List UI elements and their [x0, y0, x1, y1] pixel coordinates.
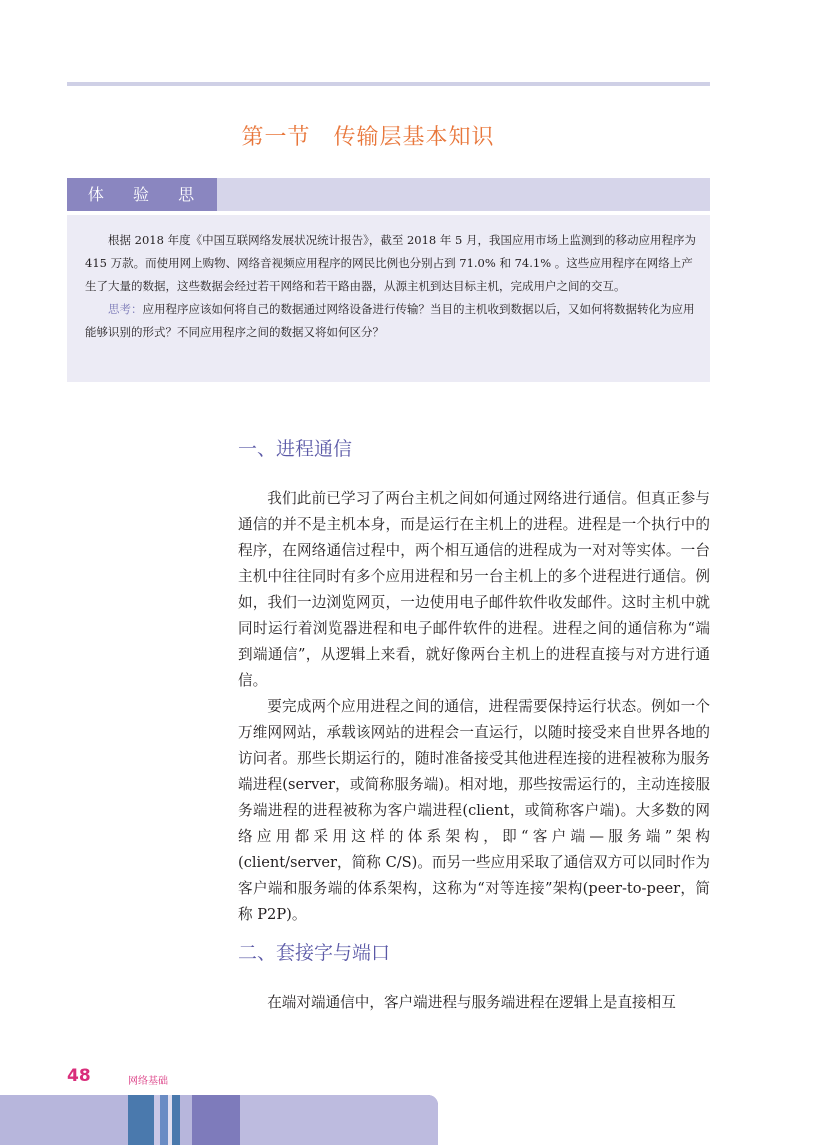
body-section-1	[238, 486, 710, 928]
body-paragraph: 我们此前已学习了两台主机之间如何通过网络进行通信。但真正参与通信的并不是主机本身，而是运行在主机上的进程。进程是一个执行中的程序，在网络通信过程中，两个相互通信的进程成为一对对等实体。一台主机中往往同时有多个应用进程和另一台主机上的多个进程进行通信。例如，我们一边浏览网页，一边使用电子邮件软件收发邮件。这时主机中就同时运行着浏览器进程和电子邮件软件的进程。进程之间的通信称为“端到端通信”，从逻辑上来看，就好像两台主机上的进程直接与对方进行通信。	[238, 490, 710, 689]
heading-socket-and-port: 二、套接字与端口	[238, 942, 391, 964]
top-divider	[67, 82, 710, 86]
footer-stripe	[172, 1095, 180, 1145]
think-label: 思考：	[108, 302, 143, 316]
think-paragraph	[85, 298, 698, 344]
book-name: 网络基础	[128, 1076, 168, 1087]
footer-stripe	[160, 1095, 168, 1145]
experience-box-label: 体 验 思	[67, 178, 217, 211]
experience-box-text	[85, 229, 698, 344]
experience-paragraph: 根据 2018 年度《中国互联网络发展状况统计报告》，截至 2018 年 5 月，我国应用市场上监测到的移动应用程序为 415 万款。而使用网上购物、网络音视频应用程序的网民比例也分别占到 71.0% 和 74.1% 。这些应用程序在网络上产生了大量的数据，这些数据会经过若干网络和若干路由器，从源主机到达目标主机，完成用户之间的交互。	[85, 233, 697, 293]
body-paragraph: 在端对端通信中，客户端进程与服务端进程在逻辑上是直接相互	[267, 994, 676, 1011]
body-paragraph: 要完成两个应用进程之间的通信，进程需要保持运行状态。例如一个万维网网站，承载该网站的进程会一直运行，以随时接受来自世界各地的访问者。那些长期运行的，随时准备接受其他进程连接的进程被称为服务端进程(server，或简称服务端)。相对地，那些按需运行的，主动连接服务端进程的进程被称为客户端进程(client，或简称客户端)。大多数的网络应用都采用这样的体系架构，即“客户端—服务端”架构(client/server，简称 C/S)。而另一些应用采取了通信双方可以同时作为客户端和服务端的体系架构，这称为“对等连接”架构(peer-to-peer，简称 P2P)。	[238, 698, 710, 923]
footer-stripe	[192, 1095, 240, 1145]
section-title: 第一节 传输层基本知识	[241, 125, 495, 150]
footer-stripe	[240, 1095, 438, 1145]
body-section-2	[238, 990, 710, 1016]
footer-decorative-band	[0, 1095, 438, 1145]
footer-stripe	[180, 1095, 192, 1145]
footer-stripe	[128, 1095, 154, 1145]
page-number: 48	[67, 1066, 91, 1086]
think-text: 应用程序应该如何将自己的数据通过网络设备进行传输？当目的主机收到数据以后，又如何将数据转化为应用能够识别的形式？不同应用程序之间的数据又将如何区分？	[85, 302, 695, 339]
heading-process-communication: 一、进程通信	[238, 438, 353, 460]
